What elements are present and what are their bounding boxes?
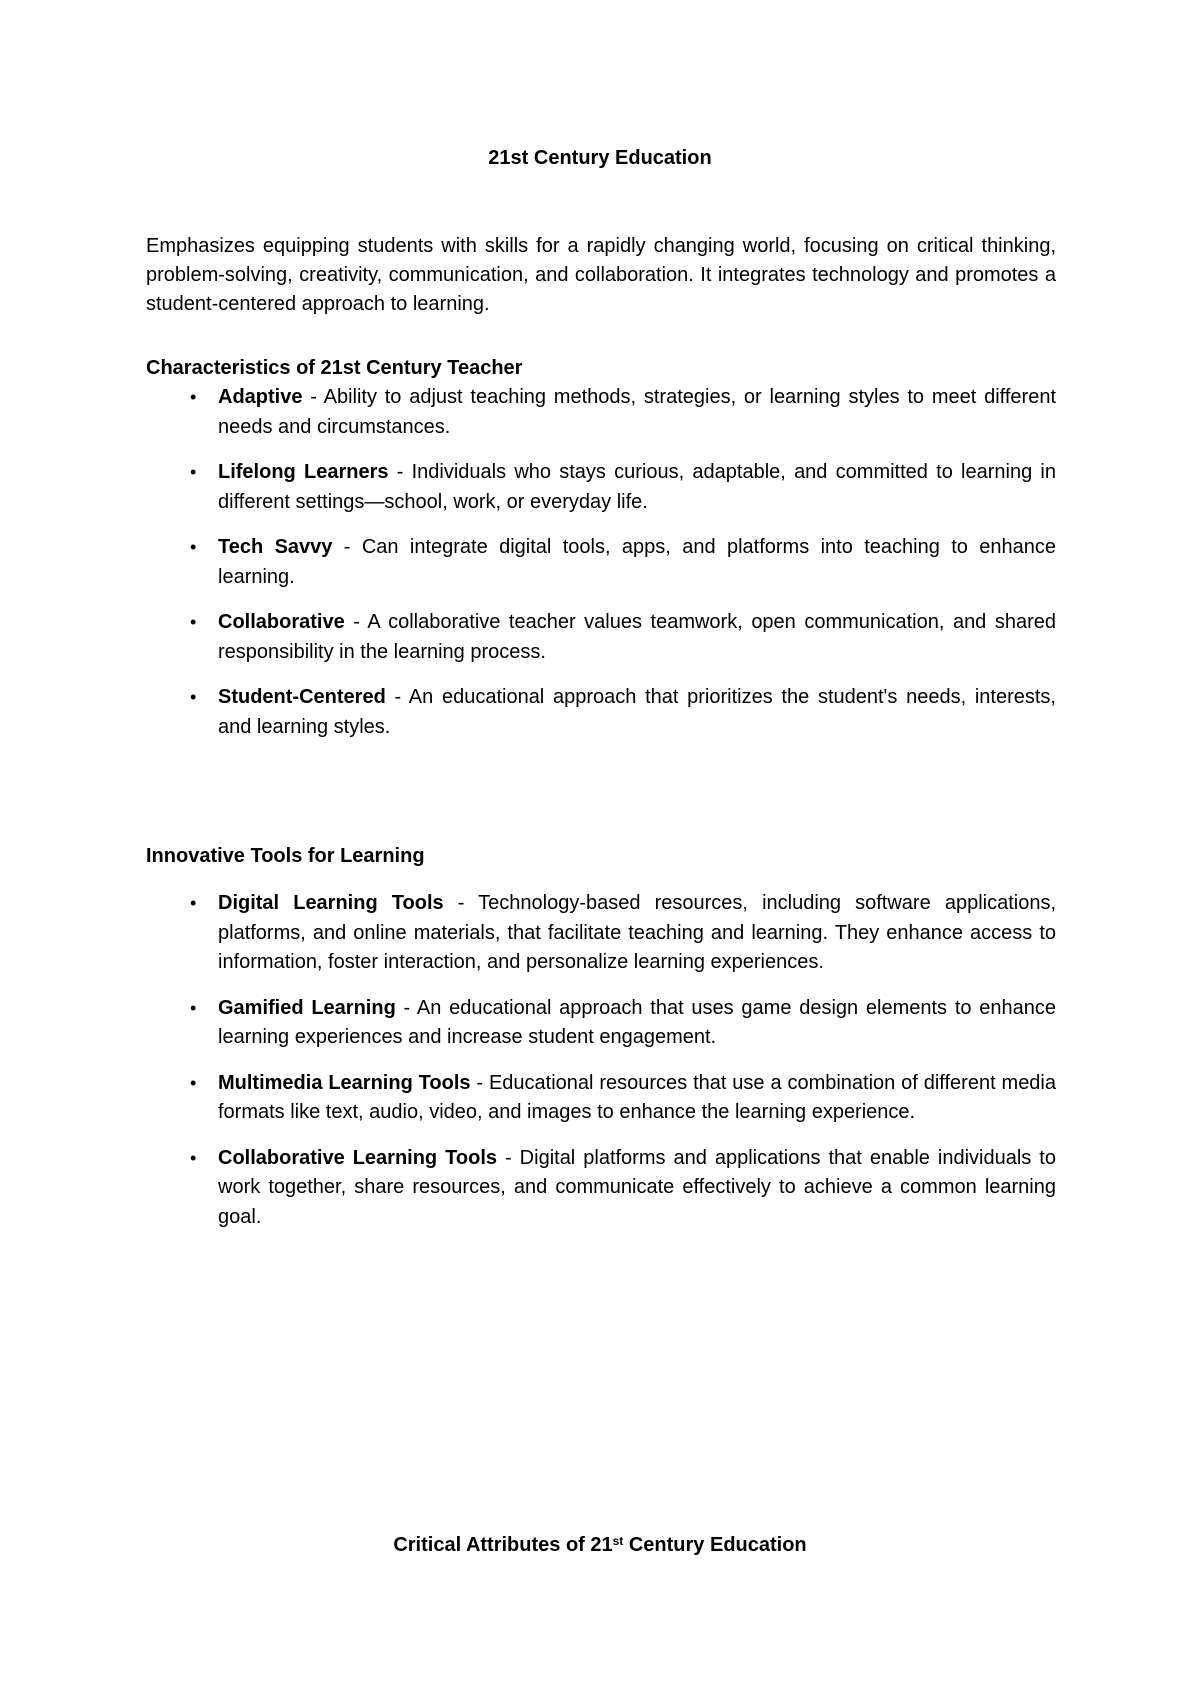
bullet-icon: • <box>190 612 197 632</box>
intro-paragraph: Emphasizes equipping students with skills for a rapidly changing world, focusing on critical thinking, problem-solving, creativity, communication, and collaboration. It integrates technology and promotes a student-centered approach to learning. <box>146 235 1056 315</box>
bullet-icon: • <box>190 537 197 557</box>
heading-prefix: Critical Attributes of 21 <box>393 1534 613 1556</box>
item-description: - Technology-based resources, including software applications, platforms, and online materials, that facilitate teaching and learning. They enhance access to information, foster interaction, and personalize learning experiences. <box>218 892 1056 973</box>
item-term: Collaborative Learning Tools <box>218 1146 498 1169</box>
item-description: - An educational approach that prioritizes the student's needs, interests, and learning styles. <box>218 686 1056 738</box>
list-item <box>146 533 1056 592</box>
heading-suffix: Century Education <box>623 1534 807 1556</box>
item-description: - Ability to adjust teaching methods, strategies, or learning styles to meet different needs and circumstances. <box>218 386 1056 438</box>
item-term: Adaptive <box>218 386 303 408</box>
tools-list <box>146 889 1056 1248</box>
item-term: Lifelong Learners <box>218 461 389 483</box>
item-description: - Individuals who stays curious, adaptable, and committed to learning in different settings—school, work, or everyday life. <box>218 461 1056 513</box>
item-term: Collaborative <box>218 611 345 633</box>
list-item <box>146 458 1056 517</box>
bullet-icon: • <box>190 387 197 407</box>
bullet-icon: • <box>190 893 197 913</box>
list-item <box>146 1144 1056 1233</box>
list-item <box>146 683 1056 742</box>
bullet-icon: • <box>190 1147 197 1168</box>
bullet-icon: • <box>190 997 197 1018</box>
tools-heading: Innovative Tools for Learning <box>146 845 425 867</box>
characteristics-heading: Characteristics of 21st Century Teacher <box>146 357 523 379</box>
item-description: - An educational approach that uses game design elements to enhance learning experiences and increase student engagement. <box>218 996 1056 1048</box>
characteristics-list <box>146 383 1056 758</box>
list-item <box>146 889 1056 978</box>
item-description: - Can integrate digital tools, apps, and platforms into teaching to enhance learning. <box>218 536 1056 588</box>
bullet-icon: • <box>190 462 197 482</box>
list-item <box>146 383 1056 442</box>
document-title: 21st Century Education <box>488 147 712 169</box>
list-item <box>146 994 1056 1053</box>
item-description: - Digital platforms and applications that enable individuals to work together, share resources, and communicate effectively to achieve a common learning goal. <box>218 1146 1056 1228</box>
item-term: Student-Centered <box>218 686 386 708</box>
list-item <box>146 608 1056 667</box>
item-description: - Educational resources that use a combination of different media formats like text, audio, video, and images to enhance the learning experience. <box>218 1071 1056 1123</box>
item-description: - A collaborative teacher values teamwork, open communication, and shared responsibility in the learning process. <box>218 611 1056 663</box>
item-term: Tech Savvy <box>218 536 333 558</box>
bullet-icon: • <box>190 1072 197 1093</box>
bullet-icon: • <box>190 687 197 707</box>
ordinal-suffix: st <box>612 1534 624 1548</box>
list-item <box>146 1069 1056 1128</box>
critical-attributes-heading <box>0 1533 1200 1557</box>
item-term: Multimedia Learning Tools <box>218 1071 471 1094</box>
item-term: Gamified Learning <box>218 996 396 1019</box>
item-term: Digital Learning Tools <box>218 892 444 914</box>
